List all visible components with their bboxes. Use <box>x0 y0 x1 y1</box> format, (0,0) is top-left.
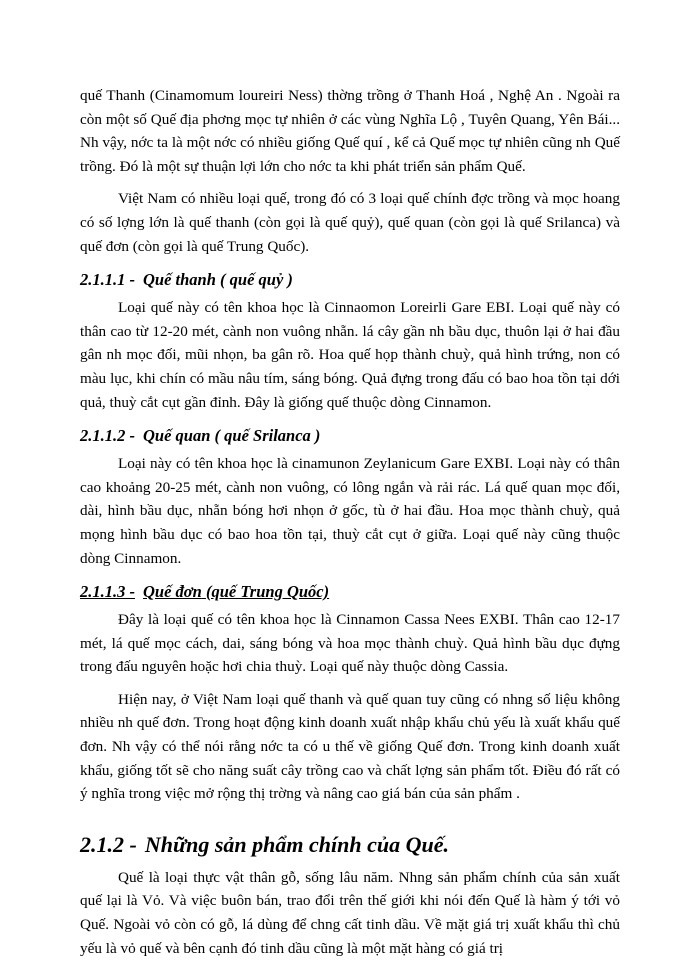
heading-title: Quế thanh ( quế quỷ ) <box>143 270 293 290</box>
paragraph-que-thanh: Loại quế này có tên khoa học là Cinnaomon Loreirli Gare EBI. Loại quế này có thân cao từ 12-20 mét, cành non vuông nhẵn. lá cây gần nh bầu dục, thuôn lại ở hai đầu gân nh mọc đối, mũi nhọn, ba gân rõ. Hoa quế họp thành chuỳ, quả hình trứng, non có màu lục, khi chín có mầu nâu tím, sáng bóng. Quả đựng trong đấu có bao hoa tồn tại dới quả, thuỳ cắt cụt gần đỉnh. Đây là giống quế thuộc dòng Cinnamon. <box>80 299 620 411</box>
heading-que-quan <box>80 424 620 448</box>
heading-que-thanh <box>80 268 620 292</box>
paragraph-main-products: Quế là loại thực vật thân gỗ, sống lâu năm. Nhng sản phẩm chính của sản xuất quế lại là Vỏ. Và việc buôn bán, trao đổi trên thế giới khi nói đến Quế là hàm ý tới vỏ Quế. Ngoài vỏ còn có gỗ, lá dùng để chng cất tinh dầu. Về mặt giá trị xuất khẩu thì chủ yếu là vỏ quế và bên cạnh đó tinh dầu cũng là một mặt hàng có giá trị <box>80 868 620 957</box>
document-page <box>80 84 620 960</box>
heading-que-don <box>80 580 620 604</box>
section-title: Những sản phẩm chính của Quế. <box>144 831 449 857</box>
heading-number: 2.1.1.1 - <box>80 270 135 290</box>
section-heading-main-products <box>80 830 620 860</box>
paragraph-intro-continued: quế Thanh (Cinamomum loureiri Ness) thờng trồng ở Thanh Hoá , Nghệ An . Ngoài ra còn một số Quế địa phơng mọc tự nhiên ở các vùng Nghĩa Lộ , Tuyên Quang, Yên Bái... Nh vậy, nớc ta là một nớc có nhiều giống Quế quí , kể cả Quế mọc tự nhiên cũng nh Quế trồng. Đó là một sự thuận lợi lớn cho nớc ta khi phát triển sản phẩm Quế. <box>80 87 620 175</box>
heading-title: Quế quan ( quế Srilanca ) <box>143 426 321 446</box>
paragraph-que-don: Đây là loại quế có tên khoa học là Cinnamon Cassa Nees EXBI. Thân cao 12-17 mét, lá quế mọc cách, dai, sáng bóng và hoa mọc thành chuỳ. Quả hình bầu dục đựng trong đấu nguyên hoặc hơi chia thuỳ. Loại quế này thuộc dòng Cassia. <box>80 611 620 676</box>
paragraph-cinnamon-types: Việt Nam có nhiều loại quế, trong đó có 3 loại quế chính đợc trồng và mọc hoang có số lợng lớn là quế thanh (còn gọi là quế quỷ), quế quan (còn gọi là quế Srilanca) và quế đơn (còn gọi là quế Trung Quốc). <box>80 190 620 255</box>
heading-number: 2.1.1.3 - <box>80 582 135 602</box>
paragraph-que-quan: Loại này có tên khoa học là cinamunon Zeylanicum Gare EXBI. Loại này có thân cao khoảng 20-25 mét, cành non vuông, có lông ngắn và rải rác. Lá quế quan mọc đối, dài, hình bầu dục, nhẵn bóng hơi nhọn ở gốc, tù ở hai đầu. Hoa mọc thành chuỳ, quả mọng hình bầu dục có bao hoa tồn tại, thuỳ cắt cụt ở giữa. Loại quế này cũng thuộc dòng Cinnamon. <box>80 455 620 567</box>
section-number: 2.1.2 - <box>80 831 137 857</box>
heading-note: (quế Trung Quốc) <box>205 582 330 602</box>
paragraph-current-situation: Hiện nay, ở Việt Nam loại quế thanh và quế quan tuy cũng có nhng số liệu không nhiều nh quế đơn. Trong hoạt động kinh doanh xuất nhập khẩu chủ yếu là xuất khẩu quế đơn. Nh vậy có thể nói rằng nớc ta có u thế về giống Quế đơn. Trong kinh doanh xuất khẩu, giống tốt sẽ cho năng suất cây trồng cao và chất lợng sản phẩm tốt. Điều đó rất có ý nghĩa trong việc mở rộng thị trờng và nâng cao giá bán của sản phẩm . <box>80 690 620 803</box>
heading-title: Quế đơn <box>143 582 202 602</box>
heading-number: 2.1.1.2 - <box>80 426 135 446</box>
